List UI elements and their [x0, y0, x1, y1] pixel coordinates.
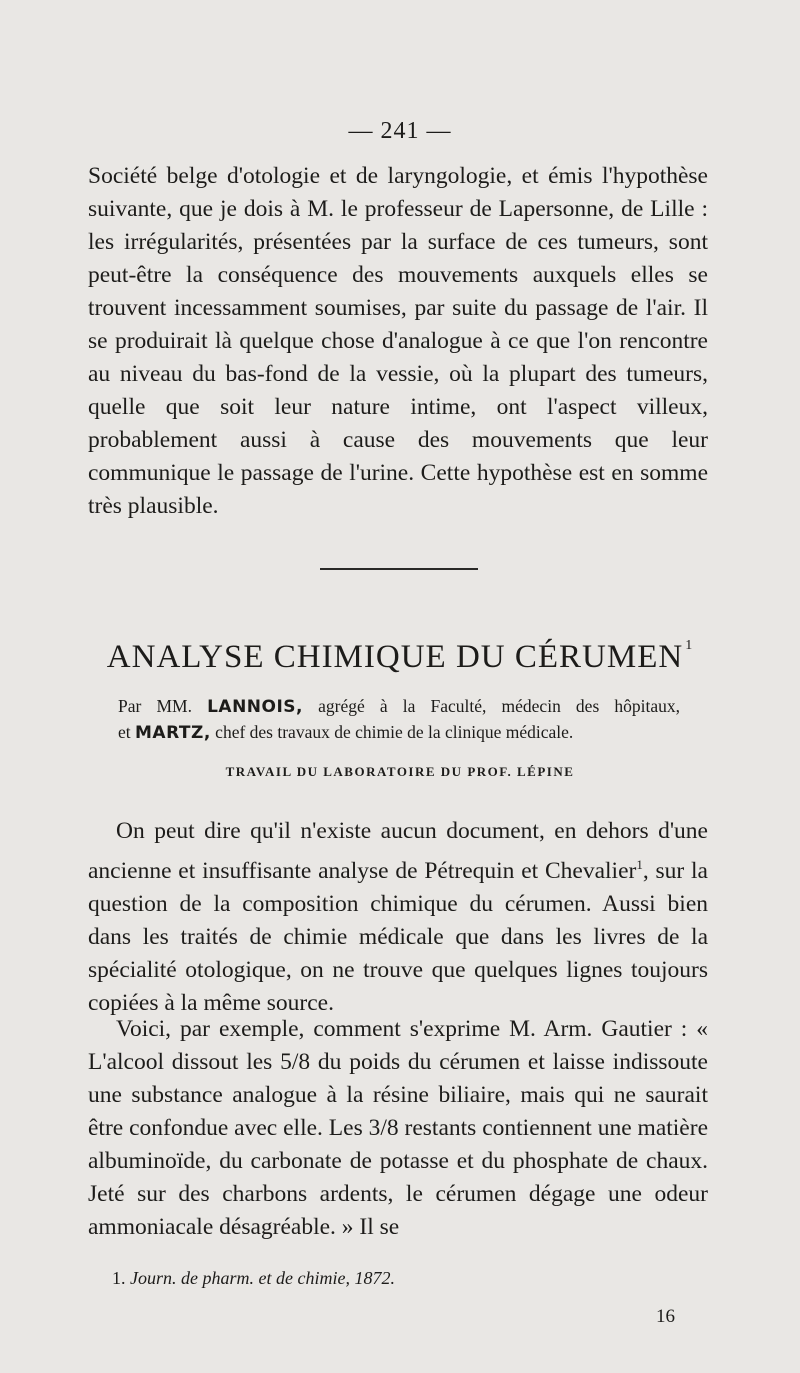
author-line-1 [118, 694, 680, 720]
author-prefix: Par MM. [118, 696, 192, 716]
section-divider [320, 568, 478, 570]
paragraph-quote: Voici, par exemple, comment s'exprime M. Arm. Gautier : « L'alcool dissout les 5/8 du poids du cérumen et laisse indissoute une substance analogue à la résine biliaire, mais qui ne saurait être confondue avec elle. Les 3/8 restants contiennent une matière albuminoïde, du carbonate de potasse et du phosphate de chaux. Jeté sur des charbons ardents, le cérumen dégage une odeur ammoniacale désagréable. » Il se [88, 1016, 708, 1240]
page-number: 16 [656, 1306, 675, 1327]
author-line-2 [118, 720, 680, 746]
author-affiliation-2: chef des travaux de chimie de la clinique médicale. [215, 722, 574, 742]
article-title [0, 638, 800, 676]
author-prefix-2: et [118, 722, 131, 742]
paragraph-intro-text-cont: , sur la question de la composition chimique du cérumen. Aussi bien dans les traités de chimie médicale que dans les livres de la spécialité otologique, on ne trouve que quelques lignes toujours copiées à la même source. [88, 858, 708, 1016]
paragraph-continuation: Société belge d'otologie et de laryngologie, et émis l'hypothèse suivante, que je dois à M. le professeur de Lapersonne, de Lille : les irrégularités, présentées par la surface de ces tumeurs, sont peut-être la conséquence des mouvements auxquels elles se trouvent incessamment soumises, par suite du passage de l'air. Il se produirait là quelque chose d'analogue à ce que l'on rencontre au niveau du bas-fond de la vessie, où la plupart des tumeurs, quelle que soit leur nature intime, ont l'aspect villeux, probablement aussi à cause des mouvements que leur communique le passage de l'urine. Cette hypothèse est en somme très plausible. [88, 163, 708, 519]
laboratory-credit: TRAVAIL DU LABORATOIRE DU PROF. LÉPINE [225, 764, 575, 779]
author-name-martz: MARTZ, [135, 723, 211, 743]
author-affiliation-1: agrégé à la Faculté, médecin des hôpitaux, [318, 696, 681, 716]
footnote [112, 1268, 395, 1289]
footnote-number: 1. [112, 1268, 126, 1288]
author-name-lannois: LANNOIS, [207, 697, 304, 717]
footnote-text: Journ. de pharm. et de chimie, 1872. [130, 1268, 395, 1288]
running-head: — 241 — [348, 118, 452, 144]
authors-block [118, 694, 680, 746]
paragraph-intro [88, 815, 708, 1020]
article-title-text: ANALYSE CHIMIQUE DU CÉRUMEN [106, 639, 684, 675]
inline-footnote-marker: 1 [636, 857, 643, 872]
paragraph-intro-text: On peut dire qu'il n'existe aucun document, en dehors d'une ancienne et insuffisante analyse de Pétrequin et Chevalier [88, 818, 708, 884]
title-footnote-marker: 1 [685, 638, 694, 653]
